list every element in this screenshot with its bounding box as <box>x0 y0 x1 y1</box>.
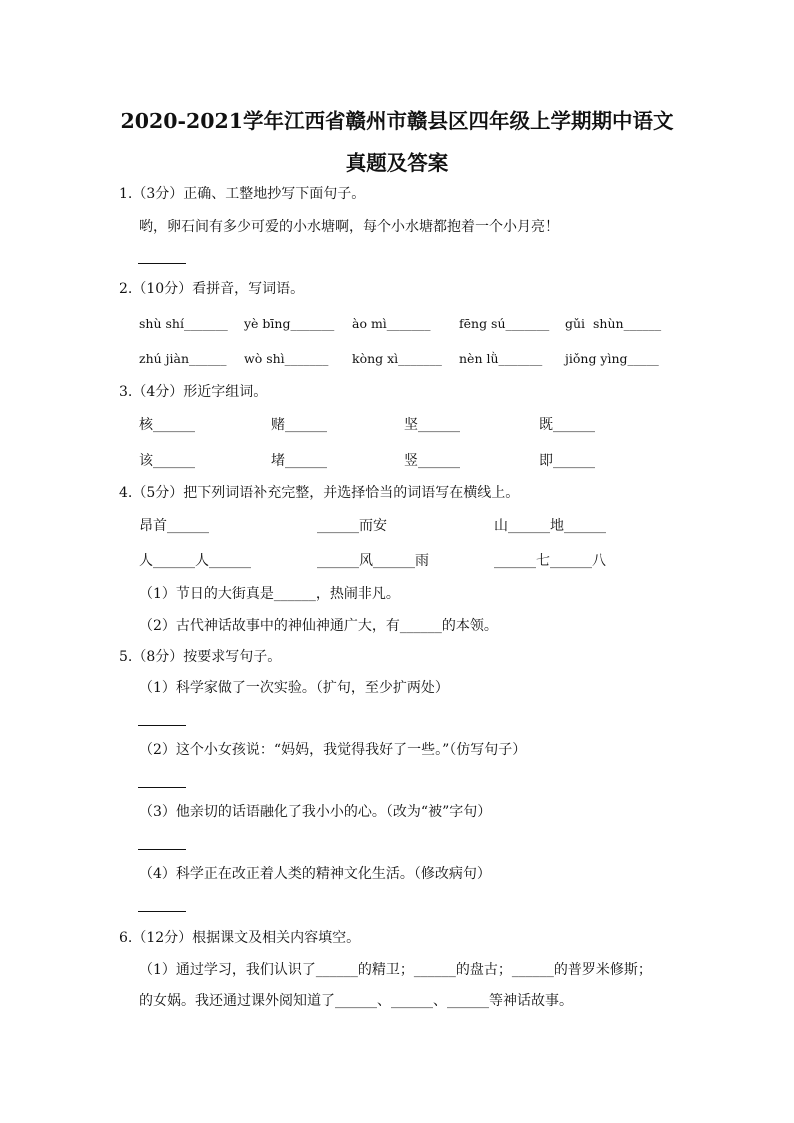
pinyin-item: wò shì_______ <box>244 351 329 366</box>
question-5-subquestion-3: （3）他亲切的话语融化了我小小的心。（改为“被”字句） <box>139 804 492 820</box>
pinyin-item: yè bīng_______ <box>244 316 335 331</box>
idiom-item: ______而安 <box>317 518 387 534</box>
question-5-answer-line-2 <box>138 787 186 788</box>
question-6-subquestion-1-line-1: （1）通过学习，我们认识了______的精卫；______的盘古；______的普罗米修斯； <box>139 962 652 978</box>
question-1-heading: 1.（3分）正确、工整地抄写下面句子。 <box>119 186 366 202</box>
question-4-subquestion-2: （2）古代神话故事中的神仙神通广大，有______的本领。 <box>139 618 498 634</box>
question-5-heading: 5.（8分）按要求写句子。 <box>119 649 282 665</box>
similar-char-item: 该______ <box>139 453 195 469</box>
pinyin-item: jiǒng yìng_____ <box>565 351 659 366</box>
question-6-subquestion-1-line-2: 的女娲。我还通过课外阅知道了______、______、______等神话故事。 <box>139 993 573 1009</box>
similar-char-item: 既______ <box>539 417 595 433</box>
question-5-subquestion-2: （2）这个小女孩说：“妈妈，我觉得我好了一些。”（仿写句子） <box>139 742 527 758</box>
similar-char-item: 堵______ <box>271 453 327 469</box>
question-1-sentence: 哟，卵石间有多少可爱的小水塘啊，每个小水塘都抱着一个小月亮！ <box>139 219 559 235</box>
similar-char-item: 核______ <box>139 417 195 433</box>
question-5-subquestion-1: （1）科学家做了一次实验。（扩句，至少扩两处） <box>139 680 449 696</box>
question-2-heading: 2.（10分）看拼音，写词语。 <box>119 281 305 297</box>
question-4-subquestion-1: （1）节日的大街真是______，热闹非凡。 <box>139 586 400 602</box>
idiom-item: ______七______八 <box>494 553 606 569</box>
similar-char-item: 即______ <box>539 453 595 469</box>
pinyin-item: shù shí_______ <box>139 316 228 331</box>
question-3-heading: 3.（4分）形近字组词。 <box>119 384 268 400</box>
similar-char-item: 坚______ <box>404 417 460 433</box>
question-6-heading: 6.（12分）根据课文及相关内容填空。 <box>119 930 361 946</box>
idiom-item: ______风______雨 <box>317 553 429 569</box>
idiom-item: 山______地______ <box>494 518 606 534</box>
document-title-line-2: 真题及答案 <box>345 151 449 175</box>
pinyin-item: gǔi shùn______ <box>565 316 662 331</box>
idiom-item: 昂首______ <box>139 518 209 534</box>
idiom-item: 人______人______ <box>139 553 251 569</box>
pinyin-item: nèn lǜ_______ <box>459 351 543 366</box>
question-5-answer-line-1 <box>138 725 186 726</box>
similar-char-item: 竖______ <box>404 453 460 469</box>
pinyin-item: fēng sú_______ <box>459 316 550 331</box>
similar-char-item: 赌______ <box>271 417 327 433</box>
pinyin-item: zhú jiàn______ <box>139 351 227 366</box>
question-5-answer-line-3 <box>138 849 186 850</box>
question-5-answer-line-4 <box>138 911 186 912</box>
pinyin-item: kòng xì_______ <box>352 351 442 366</box>
question-4-heading: 4.（5分）把下列词语补充完整，并选择恰当的词语写在横线上。 <box>119 485 520 501</box>
pinyin-item: ào mì_______ <box>352 316 431 331</box>
question-1-answer-line <box>138 263 186 264</box>
question-5-subquestion-4: （4）科学正在改正着人类的精神文化生活。（修改病句） <box>139 866 491 882</box>
document-title-line-1: 2020-2021学年江西省赣州市赣县区四年级上学期期中语文 <box>120 109 674 133</box>
